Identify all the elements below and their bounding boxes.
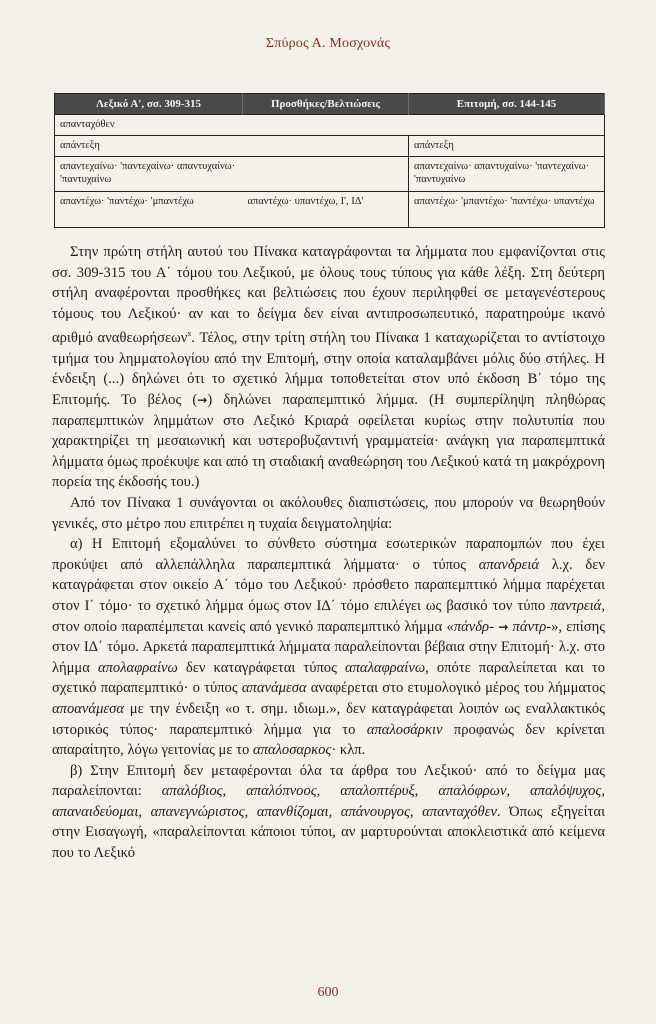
running-head: Σπύρος Α. Μοσχονάς [265,36,391,51]
table-cell: απαντεχαίνω· 'παντεχαίνω· απαντυχαίνω· 'παντυχαίνω [55,157,243,192]
paragraph-finding-b: β) Στην Επιτομή δεν μεταφέρονται όλα τα άρθρα του Λεξικού· από το δείγμα μας παραλείπονται: απαλόβιος, απαλόπνοος, απαλοπτέρυξ, απαλόφρων, απαλόψυχος, απαναιδεύομαι, απανεγνώριστος, απανθίζομαι, απάνουργος, απανταχόθεν. Όπως εξηγείται στην Εισαγωγή, «παραλείπονται κάποιοι τύποι, αν μαρτυρούνται αποκλειστικά από κείμενα που το Λεξικό [52,762,605,862]
footnote-marker: x [187,329,192,339]
arrow-icon: → [197,393,208,408]
column-header-additions: Προσθήκες/Βελτιώσεις [243,94,409,115]
column-header-epitome: Επιτομή, σσ. 144-145 [409,94,605,115]
table-row [55,192,605,228]
table-cell: απαντέχω· υπαντέχω, Ι', ΙΔ' [243,192,409,228]
table-row [55,115,605,136]
table-cell [243,157,409,192]
page-number: 600 [317,985,339,1000]
paragraph-finding-a: α) Η Επιτομή εξομαλύνει το σύνθετο σύστημα εσωτερικών παραπομπών που έχει προκύψει από αλλεπάλληλα παραπεμπτικά λήμματα· ο τύπος απανδρειά λ.χ. δεν καταγράφεται στον οικείο Α΄ τόμο του Λεξικού· πρόσθετο παραπεμπτικό λήμμα παρέχεται στον Ι΄ τόμο· το σχετικό λήμμα όμως στον ΙΔ΄ τόμο επιλέγει ως βασικό τον τύπο παντρειά, στον οποίο παραπέμπεται κανείς από γενικό παραπεμπτικό λήμμα «πάνδρ- → πάντρ-», επίσης στον ΙΔ΄ τόμο. Αρκετά παραπεμπτικά λήμματα παραλείπονται βέβαια στην Επιτομή· λ.χ. στο λήμμα απολαφραίνω δεν καταγράφεται τύπος απαλαφραίνω, οπότε παραλείπεται και το σχετικό παραπεμπτικό· ο τύπος απανάμεσα αναφέρεται στο ετυμολογικό μέρος του λήμματος αποανάμεσα με την ένδειξη «ο τ. σημ. ιδιωμ.», δεν καταγράφεται λοιπόν ως εναλλακτικός ιστορικός τύπος· παραπεμπτικό λήμμα για το απαλοσάρκιν προφανώς δεν κρίνεται απαραίτητο, λόγω γειτονίας με το απαλοσαρκος· κλπ. [52,536,605,759]
paragraph-findings-intro: Από τον Πίνακα 1 συνάγονται οι ακόλουθες διαπιστώσεις, που μπορούν να θεωρηθούν γενικές, στο μέτρο που επιτρέπει η τυχαία δειγματοληψία: [52,494,605,532]
table-cell: απάντεξη [409,136,605,157]
paragraph-table-explanation: Στην πρώτη στήλη αυτού του Πίνακα καταγράφονται τα λήμματα που εμφανίζονται στις σσ. 309-315 του Α΄ τόμου του Λεξικού, με όλους τους τύπους για κάθε λέξη. Στη δεύτερη στήλη αναφέρονται προσθήκες και βελτιώσεις που έχουν περιληφθεί σε μεταγενέστερους τόμους του Λεξικού· αν και το δείγμα δεν είναι αντιπροσωπευτικό, παρατηρούμε ικανό αριθμό αναθεωρήσεων$^x$. Τέλος, στην τρίτη στήλη του Πίνακα 1 καταχωρίζεται το αντίστοιχο τμήμα του λημματολογίου από την Επιτομή, στην οποία καταλαμβάνει μόλις δύο στήλες. Η ένδειξη (...) δηλώνει ότι το σχετικό λήμμα τοποθετείται στον υπό έκδοση Β΄ τόμο της Επιτομής. Το βέλος (→) δηλώνει παραπεμπτικό λήμμα. (Η συμπερίληψη πληθώρας παραπεμπτικών λημμάτων στο Λεξικό Κριαρά οφείλεται κυρίως στην πολυτυπία που χαρακτηρίζει τη μεσαιωνική και υστεροβυζαντινή γραμματεία· ανάγκη για παραπεμπτικά λήμματα όμως προέκυψε και από τη σταδιακή αναθεώρηση του Λεξικού κατά τη μακρόχρονη πορεία της έκδοσής του.) [52,244,606,491]
column-header-lexicon: Λεξικό Α', σσ. 309-315 [55,94,243,115]
table-cell: απαντεχαίνω· απαντυχαίνω· 'παντεχαίνω· 'παντυχαίνω [409,157,605,192]
table-header-row [55,94,605,115]
table-cell: απάντεξη [55,136,243,157]
table-cell: απαντέχω· 'μπαντέχω· 'παντέχω· υπαντέχω [409,192,605,228]
arrow-icon: → [498,619,509,634]
table-cell: απανταχόθεν [55,115,605,136]
table-row [55,136,605,157]
body-text [52,242,605,864]
table-cell: απαντέχω· 'παντέχω· 'μπαντέχω [55,192,243,228]
table-row [55,157,605,192]
lemma-comparison-table [54,93,605,228]
table-cell [243,136,409,157]
